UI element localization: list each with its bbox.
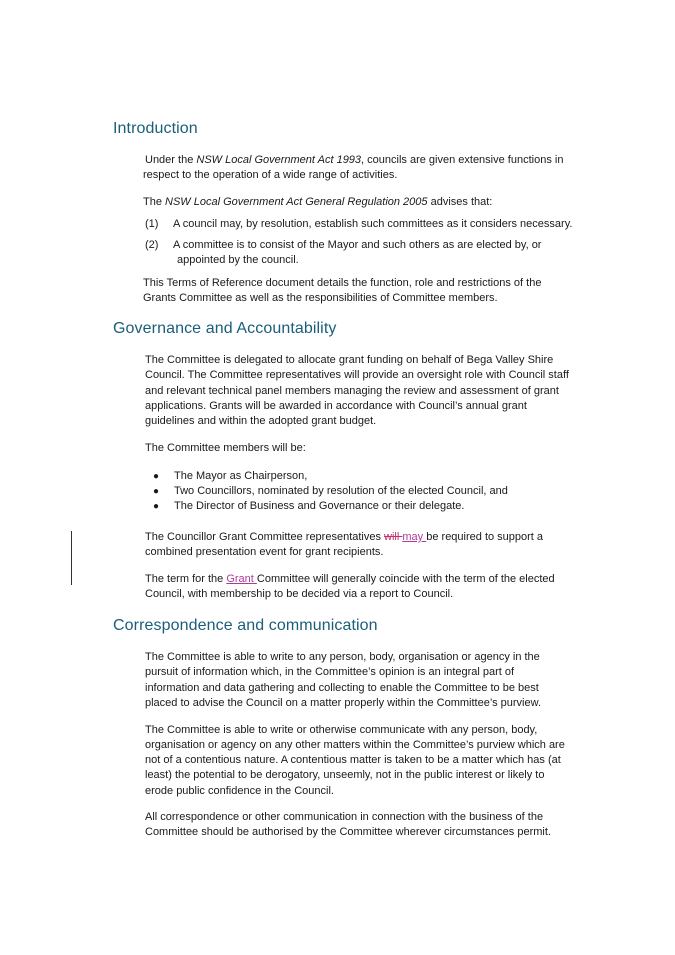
paragraph-line: guidelines and within the adopted grant budget. — [145, 415, 377, 427]
paragraph-line: Committee should be authorised by the Committee wherever circumstances permit. — [145, 826, 551, 838]
regulation-item-text: A council may, by resolution, establish such committees as it considers necessary. — [173, 218, 573, 230]
revision-change-bar — [71, 531, 72, 585]
members-intro: The Committee members will be: — [145, 442, 306, 454]
intro-paragraph-3-line-1: This Terms of Reference document details the function, role and restrictions of the — [143, 277, 542, 289]
correspondence-heading: Correspondence and communication — [113, 617, 378, 634]
regulation-item-number: (2) — [145, 239, 159, 251]
bullet-icon: ● — [153, 486, 160, 497]
intro-paragraph-3-line-2: Grants Committee as well as the responsibilities of Committee members. — [143, 292, 498, 304]
paragraph-line: not of a contentious nature. A contentious matter is taken to be a matter which has (at — [145, 754, 561, 766]
paragraph-line: The Committee is delegated to allocate grant funding on behalf of Bega Valley Shire — [145, 354, 554, 366]
tracked-insertion: Grant — [226, 573, 257, 585]
introduction-heading: Introduction — [113, 120, 198, 137]
paragraph-line: applications. Grants will be awarded in accordance with Council’s annual grant — [145, 400, 527, 412]
regulation-item-number: (1) — [145, 218, 159, 230]
intro-paragraph-1-line-1: Under the NSW Local Government Act 1993, councils are given extensive functions in — [145, 154, 564, 166]
intro-paragraph-2: The NSW Local Government Act General Regulation 2005 advises that: — [143, 196, 493, 208]
paragraph-line: The Committee is able to write or otherwise communicate with any person, body, — [145, 724, 538, 736]
tracked-deletion: will — [384, 531, 403, 543]
paragraph-line: pursuit of information which, in the Committee’s opinion is an integral part of — [145, 666, 515, 678]
paragraph-line: All correspondence or other communication in connection with the business of the — [145, 811, 544, 823]
governance-paragraph-4-line-1: The term for the Grant Committee will generally coincide with the term of the elected — [145, 573, 555, 585]
regulation-item-text: A committee is to consist of the Mayor and such others as are elected by, or — [173, 239, 542, 251]
paragraph-line: information and data gathering and collecting to enable the Committee to be best — [145, 682, 539, 694]
list-item-text: The Mayor as Chairperson, — [174, 470, 308, 482]
governance-paragraph-4-line-2: Council, with membership to be decided via a report to Council. — [145, 588, 454, 600]
paragraph-line: and relevant technical panel members managing the review and assessment of grant — [145, 385, 559, 397]
intro-paragraph-1-line-2: respect to the operation of a wide range of activities. — [143, 169, 398, 181]
paragraph-line: The Committee is able to write to any person, body, organisation or agency in the — [145, 651, 540, 663]
list-item-text: Two Councillors, nominated by resolution of the elected Council, and — [174, 485, 508, 497]
paragraph-line: erode public confidence in the Council. — [145, 785, 334, 797]
paragraph-line: least) the potential to be derogatory, unseemly, not in the public interest or likely to — [145, 769, 545, 781]
governance-heading: Governance and Accountability — [113, 320, 337, 337]
bullet-icon: ● — [153, 471, 160, 482]
paragraph-line: placed to advise the Council on a matter properly within the Committee’s purview. — [145, 697, 541, 709]
tracked-insertion: may — [402, 531, 427, 543]
governance-paragraph-3-line-1: The Councillor Grant Committee representatives will may be required to support a — [145, 531, 544, 543]
paragraph-line: Council. The Committee representatives will provide an oversight role with Council staff — [145, 369, 569, 381]
bullet-icon: ● — [153, 501, 160, 512]
regulation-item-text-continued: appointed by the council. — [177, 254, 299, 266]
list-item-text: The Director of Business and Governance or their delegate. — [174, 500, 465, 512]
governance-paragraph-3-line-2: combined presentation event for grant recipients. — [145, 546, 384, 558]
paragraph-line: organisation or agency on any other matters within the Committee’s purview which are — [145, 739, 565, 751]
